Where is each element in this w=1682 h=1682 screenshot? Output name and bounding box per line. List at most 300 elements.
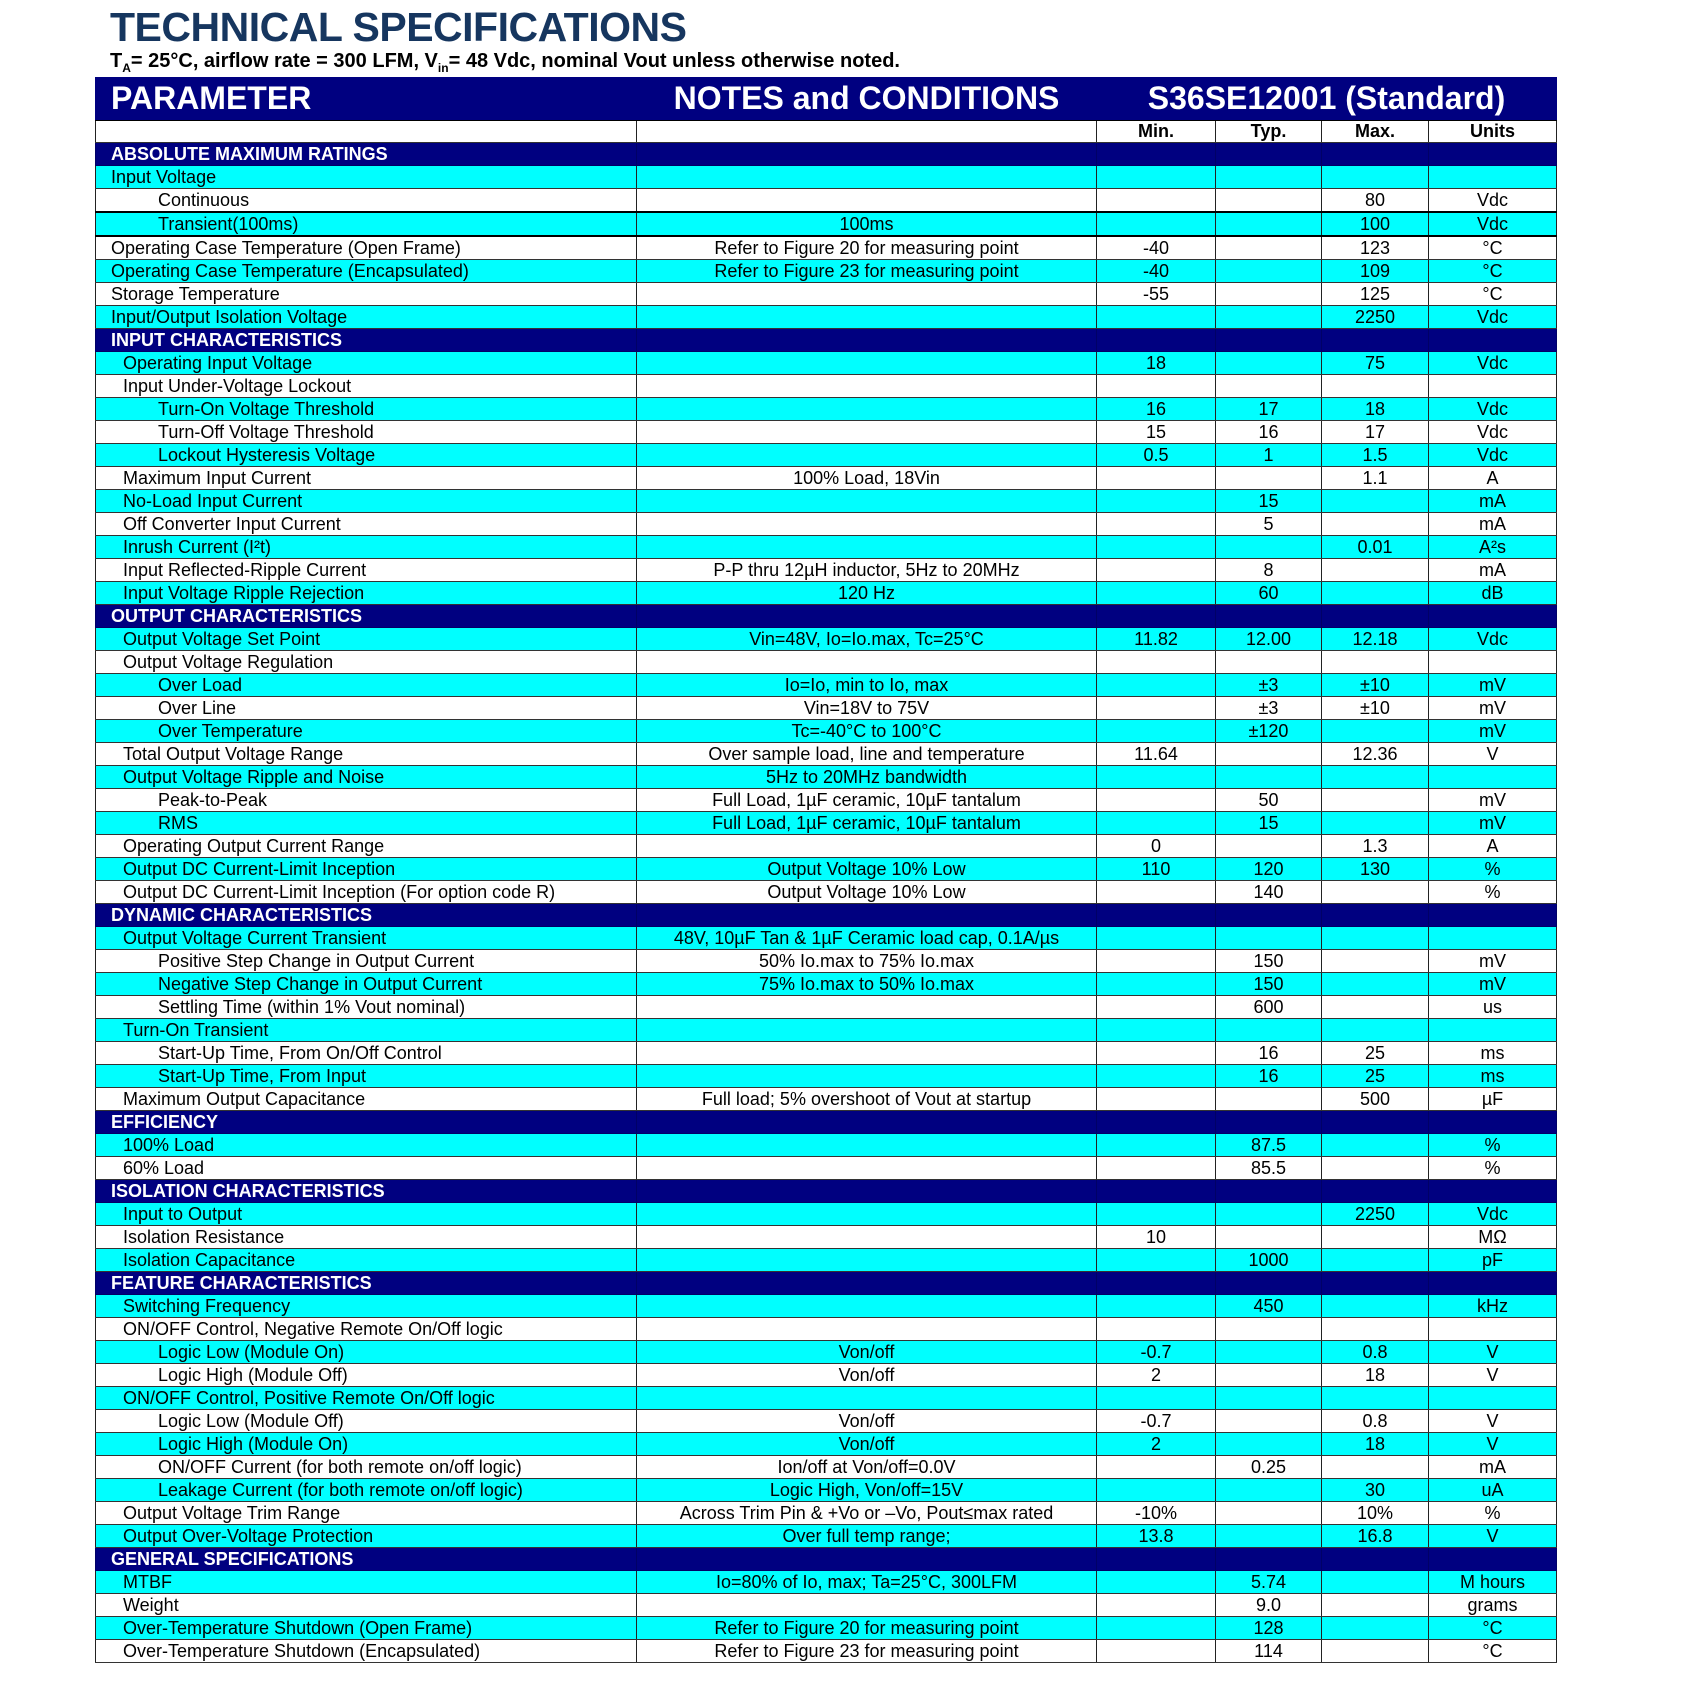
- table-row: [96, 1065, 1557, 1088]
- typ-cell: 9.0: [1216, 1594, 1322, 1617]
- table-row: [96, 835, 1557, 858]
- notes-cell: Von/off: [637, 1364, 1097, 1387]
- notes-cell: [637, 166, 1097, 189]
- typ-cell: [1216, 1433, 1322, 1456]
- table-row: [96, 1203, 1557, 1226]
- table-row: [96, 1042, 1557, 1065]
- units-cell: mA: [1429, 1456, 1557, 1479]
- max-cell: [1322, 1594, 1429, 1617]
- parameter-cell: Input Voltage Ripple Rejection: [96, 582, 637, 605]
- max-cell: 80: [1322, 189, 1429, 213]
- section-title: ISOLATION CHARACTERISTICS: [96, 1180, 637, 1203]
- table-row: [96, 1088, 1557, 1111]
- units-cell: mV: [1429, 697, 1557, 720]
- notes-cell: Output Voltage 10% Low: [637, 881, 1097, 904]
- min-cell: [1097, 1249, 1216, 1272]
- subtitle-t: T: [110, 50, 123, 72]
- max-cell: 18: [1322, 1433, 1429, 1456]
- max-cell: [1322, 1617, 1429, 1640]
- notes-cell: [637, 398, 1097, 421]
- table-row: [96, 352, 1557, 375]
- max-cell: 25: [1322, 1042, 1429, 1065]
- min-cell: 110: [1097, 858, 1216, 881]
- max-cell: 109: [1322, 260, 1429, 283]
- blank-cell: [1429, 329, 1557, 352]
- typ-cell: 140: [1216, 881, 1322, 904]
- parameter-cell: Turn-On Voltage Threshold: [96, 398, 637, 421]
- units-cell: V: [1429, 1341, 1557, 1364]
- min-cell: [1097, 1640, 1216, 1663]
- notes-cell: 100% Load, 18Vin: [637, 467, 1097, 490]
- typ-cell: 5: [1216, 513, 1322, 536]
- table-row: [96, 260, 1557, 283]
- max-cell: [1322, 1318, 1429, 1341]
- table-row: [96, 1341, 1557, 1364]
- units-cell: M hours: [1429, 1571, 1557, 1594]
- typ-cell: 128: [1216, 1617, 1322, 1640]
- typ-cell: 15: [1216, 812, 1322, 835]
- notes-cell: Vin=18V to 75V: [637, 697, 1097, 720]
- typ-cell: 87.5: [1216, 1134, 1322, 1157]
- units-cell: [1429, 651, 1557, 674]
- notes-cell: Logic High, Von/off=15V: [637, 1479, 1097, 1502]
- notes-cell: Output Voltage 10% Low: [637, 858, 1097, 881]
- typ-cell: 60: [1216, 582, 1322, 605]
- section-header-row: [96, 1180, 1557, 1203]
- max-cell: 125: [1322, 283, 1429, 306]
- typ-cell: 15: [1216, 490, 1322, 513]
- parameter-cell: Logic High (Module On): [96, 1433, 637, 1456]
- min-cell: [1097, 513, 1216, 536]
- units-cell: ms: [1429, 1042, 1557, 1065]
- notes-cell: [637, 490, 1097, 513]
- units-cell: Vdc: [1429, 306, 1557, 329]
- blank-cell: [1322, 904, 1429, 927]
- table-row: [96, 283, 1557, 306]
- units-cell: °C: [1429, 260, 1557, 283]
- max-cell: [1322, 513, 1429, 536]
- typ-cell: 120: [1216, 858, 1322, 881]
- table-row: [96, 513, 1557, 536]
- units-cell: V: [1429, 1433, 1557, 1456]
- typ-cell: ±3: [1216, 697, 1322, 720]
- blank-cell: [637, 143, 1097, 166]
- table-row: [96, 1456, 1557, 1479]
- units-cell: mA: [1429, 513, 1557, 536]
- parameter-cell: Output Voltage Regulation: [96, 651, 637, 674]
- notes-cell: [637, 1065, 1097, 1088]
- typ-cell: 1: [1216, 444, 1322, 467]
- table-row: [96, 996, 1557, 1019]
- test-conditions: [110, 50, 900, 75]
- parameter-cell: Over Line: [96, 697, 637, 720]
- parameter-cell: Weight: [96, 1594, 637, 1617]
- min-cell: [1097, 212, 1216, 236]
- section-title: EFFICIENCY: [96, 1111, 637, 1134]
- table-row: [96, 628, 1557, 651]
- max-cell: 12.18: [1322, 628, 1429, 651]
- table-row: [96, 1640, 1557, 1663]
- notes-cell: Refer to Figure 20 for measuring point: [637, 1617, 1097, 1640]
- parameter-cell: ON/OFF Current (for both remote on/off logic): [96, 1456, 637, 1479]
- max-cell: [1322, 490, 1429, 513]
- min-cell: [1097, 582, 1216, 605]
- notes-cell: 5Hz to 20MHz bandwidth: [637, 766, 1097, 789]
- blank-cell: [1216, 143, 1322, 166]
- table-row: [96, 1479, 1557, 1502]
- parameter-cell: 100% Load: [96, 1134, 637, 1157]
- blank-cell: [1097, 1272, 1216, 1295]
- units-cell: Vdc: [1429, 1203, 1557, 1226]
- min-cell: [1097, 189, 1216, 213]
- notes-cell: Von/off: [637, 1341, 1097, 1364]
- table-row: [96, 166, 1557, 189]
- max-cell: 0.01: [1322, 536, 1429, 559]
- max-cell: [1322, 1019, 1429, 1042]
- notes-cell: 75% Io.max to 50% Io.max: [637, 973, 1097, 996]
- max-cell: 1.1: [1322, 467, 1429, 490]
- typ-cell: [1216, 835, 1322, 858]
- max-cell: 75: [1322, 352, 1429, 375]
- units-cell: ms: [1429, 1065, 1557, 1088]
- max-cell: ±10: [1322, 674, 1429, 697]
- parameter-cell: Logic Low (Module Off): [96, 1410, 637, 1433]
- table-row: [96, 1433, 1557, 1456]
- parameter-cell: Lockout Hysteresis Voltage: [96, 444, 637, 467]
- min-cell: [1097, 697, 1216, 720]
- units-cell: A: [1429, 467, 1557, 490]
- units-cell: Vdc: [1429, 212, 1557, 236]
- notes-cell: 100ms: [637, 212, 1097, 236]
- parameter-cell: Settling Time (within 1% Vout nominal): [96, 996, 637, 1019]
- max-cell: 2250: [1322, 1203, 1429, 1226]
- notes-cell: 50% Io.max to 75% Io.max: [637, 950, 1097, 973]
- blank-cell: [1429, 605, 1557, 628]
- min-cell: 18: [1097, 352, 1216, 375]
- units-cell: mV: [1429, 789, 1557, 812]
- table-row: [96, 490, 1557, 513]
- table-row: [96, 1387, 1557, 1410]
- units-cell: V: [1429, 743, 1557, 766]
- parameter-cell: Output Over-Voltage Protection: [96, 1525, 637, 1548]
- units-cell: °C: [1429, 236, 1557, 260]
- typ-cell: 450: [1216, 1295, 1322, 1318]
- parameter-cell: Over Load: [96, 674, 637, 697]
- blank-cell: [637, 329, 1097, 352]
- min-cell: [1097, 766, 1216, 789]
- units-cell: V: [1429, 1364, 1557, 1387]
- units-cell: dB: [1429, 582, 1557, 605]
- units-cell: V: [1429, 1410, 1557, 1433]
- typ-cell: 114: [1216, 1640, 1322, 1663]
- section-title: DYNAMIC CHARACTERISTICS: [96, 904, 637, 927]
- section-title: INPUT CHARACTERISTICS: [96, 329, 637, 352]
- max-cell: 12.36: [1322, 743, 1429, 766]
- min-cell: 2: [1097, 1433, 1216, 1456]
- notes-cell: Refer to Figure 23 for measuring point: [637, 1640, 1097, 1663]
- parameter-cell: Switching Frequency: [96, 1295, 637, 1318]
- blank-cell: [1322, 143, 1429, 166]
- min-cell: [1097, 1617, 1216, 1640]
- min-cell: [1097, 1042, 1216, 1065]
- parameter-cell: Output DC Current-Limit Inception (For option code R): [96, 881, 637, 904]
- section-header-row: [96, 1548, 1557, 1571]
- notes-cell: [637, 1226, 1097, 1249]
- max-cell: 30: [1322, 1479, 1429, 1502]
- min-cell: 2: [1097, 1364, 1216, 1387]
- units-cell: mA: [1429, 559, 1557, 582]
- parameter-cell: Output Voltage Trim Range: [96, 1502, 637, 1525]
- units-cell: [1429, 166, 1557, 189]
- section-header-row: [96, 1272, 1557, 1295]
- parameter-cell: Input to Output: [96, 1203, 637, 1226]
- table-row: [96, 1594, 1557, 1617]
- min-cell: [1097, 927, 1216, 950]
- typ-cell: [1216, 1318, 1322, 1341]
- typ-cell: 17: [1216, 398, 1322, 421]
- notes-cell: [637, 1203, 1097, 1226]
- blank-cell: [1097, 143, 1216, 166]
- typ-cell: [1216, 536, 1322, 559]
- typ-cell: [1216, 283, 1322, 306]
- subtitle-sub-a: A: [122, 61, 131, 75]
- notes-cell: Von/off: [637, 1410, 1097, 1433]
- parameter-cell: Negative Step Change in Output Current: [96, 973, 637, 996]
- notes-cell: [637, 835, 1097, 858]
- section-header-row: [96, 605, 1557, 628]
- table-row: [96, 1157, 1557, 1180]
- parameter-cell: Inrush Current (I²t): [96, 536, 637, 559]
- max-cell: 0.8: [1322, 1341, 1429, 1364]
- typ-cell: ±3: [1216, 674, 1322, 697]
- min-cell: [1097, 375, 1216, 398]
- max-cell: [1322, 166, 1429, 189]
- units-cell: us: [1429, 996, 1557, 1019]
- notes-cell: [637, 352, 1097, 375]
- parameter-cell: Start-Up Time, From Input: [96, 1065, 637, 1088]
- page-title: TECHNICAL SPECIFICATIONS: [110, 4, 687, 50]
- typ-cell: 150: [1216, 950, 1322, 973]
- max-cell: [1322, 720, 1429, 743]
- blank-cell: [1216, 1548, 1322, 1571]
- table-row: [96, 720, 1557, 743]
- typ-cell: [1216, 1019, 1322, 1042]
- parameter-cell: Total Output Voltage Range: [96, 743, 637, 766]
- table-row: [96, 881, 1557, 904]
- blank-cell: [637, 1272, 1097, 1295]
- section-header-row: [96, 904, 1557, 927]
- table-row: [96, 789, 1557, 812]
- max-cell: [1322, 881, 1429, 904]
- min-cell: 11.82: [1097, 628, 1216, 651]
- max-cell: [1322, 559, 1429, 582]
- max-cell: 17: [1322, 421, 1429, 444]
- units-cell: mA: [1429, 490, 1557, 513]
- min-cell: [1097, 1318, 1216, 1341]
- table-row: [96, 1019, 1557, 1042]
- parameter-cell: Start-Up Time, From On/Off Control: [96, 1042, 637, 1065]
- parameter-cell: Maximum Output Capacitance: [96, 1088, 637, 1111]
- table-row: [96, 651, 1557, 674]
- section-header-row: [96, 143, 1557, 166]
- min-cell: 16: [1097, 398, 1216, 421]
- max-cell: [1322, 973, 1429, 996]
- notes-cell: Von/off: [637, 1433, 1097, 1456]
- units-cell: grams: [1429, 1594, 1557, 1617]
- notes-cell: [637, 421, 1097, 444]
- notes-cell: Refer to Figure 23 for measuring point: [637, 260, 1097, 283]
- max-cell: [1322, 1387, 1429, 1410]
- parameter-cell: Logic Low (Module On): [96, 1341, 637, 1364]
- units-cell: °C: [1429, 1640, 1557, 1663]
- table-row: [96, 536, 1557, 559]
- units-cell: V: [1429, 1525, 1557, 1548]
- parameter-cell: Maximum Input Current: [96, 467, 637, 490]
- max-cell: 16.8: [1322, 1525, 1429, 1548]
- table-row: [96, 1134, 1557, 1157]
- typ-cell: 1000: [1216, 1249, 1322, 1272]
- max-cell: [1322, 789, 1429, 812]
- typ-cell: 16: [1216, 421, 1322, 444]
- typ-cell: [1216, 166, 1322, 189]
- typ-cell: [1216, 189, 1322, 213]
- units-cell: uA: [1429, 1479, 1557, 1502]
- notes-cell: [637, 1157, 1097, 1180]
- notes-cell: Over full temp range;: [637, 1525, 1097, 1548]
- typ-cell: [1216, 236, 1322, 260]
- units-cell: °C: [1429, 1617, 1557, 1640]
- parameter-cell: 60% Load: [96, 1157, 637, 1180]
- typ-cell: 12.00: [1216, 628, 1322, 651]
- min-cell: -40: [1097, 260, 1216, 283]
- blank-cell: [1216, 1111, 1322, 1134]
- units-cell: mV: [1429, 674, 1557, 697]
- table-row: [96, 559, 1557, 582]
- parameter-cell: Continuous: [96, 189, 637, 213]
- notes-cell: [637, 1249, 1097, 1272]
- table-row: [96, 1295, 1557, 1318]
- blank-cell: [1216, 605, 1322, 628]
- max-cell: [1322, 1157, 1429, 1180]
- table-header: [96, 77, 1557, 121]
- typ-cell: 85.5: [1216, 1157, 1322, 1180]
- blank-cell: [637, 1111, 1097, 1134]
- section-title: FEATURE CHARACTERISTICS: [96, 1272, 637, 1295]
- notes-cell: [637, 283, 1097, 306]
- min-cell: [1097, 1157, 1216, 1180]
- parameter-cell: Logic High (Module Off): [96, 1364, 637, 1387]
- table-row: [96, 743, 1557, 766]
- notes-cell: [637, 444, 1097, 467]
- blank-cell: [1429, 1111, 1557, 1134]
- units-cell: A²s: [1429, 536, 1557, 559]
- units-cell: %: [1429, 1502, 1557, 1525]
- table-row: [96, 236, 1557, 260]
- header-typ: Typ.: [1216, 121, 1322, 143]
- min-cell: [1097, 651, 1216, 674]
- parameter-cell: Input/Output Isolation Voltage: [96, 306, 637, 329]
- typ-cell: 50: [1216, 789, 1322, 812]
- max-cell: 18: [1322, 1364, 1429, 1387]
- units-cell: mV: [1429, 973, 1557, 996]
- table-row: [96, 189, 1557, 213]
- header-parameter: PARAMETER: [96, 77, 637, 121]
- max-cell: [1322, 1640, 1429, 1663]
- typ-cell: 16: [1216, 1042, 1322, 1065]
- max-cell: [1322, 651, 1429, 674]
- blank-cell: [1216, 329, 1322, 352]
- units-cell: %: [1429, 1157, 1557, 1180]
- min-cell: [1097, 559, 1216, 582]
- max-cell: [1322, 375, 1429, 398]
- units-cell: °C: [1429, 283, 1557, 306]
- blank-cell: [1322, 1111, 1429, 1134]
- typ-cell: [1216, 651, 1322, 674]
- max-cell: ±10: [1322, 697, 1429, 720]
- parameter-cell: ON/OFF Control, Negative Remote On/Off logic: [96, 1318, 637, 1341]
- notes-cell: [637, 1594, 1097, 1617]
- subtitle-part1: = 25°C, airflow rate = 300 LFM, V: [130, 50, 438, 72]
- typ-cell: [1216, 1088, 1322, 1111]
- min-cell: [1097, 1479, 1216, 1502]
- typ-cell: [1216, 1479, 1322, 1502]
- typ-cell: [1216, 306, 1322, 329]
- max-cell: [1322, 1456, 1429, 1479]
- notes-cell: [637, 513, 1097, 536]
- blank-cell: [1097, 329, 1216, 352]
- units-cell: A: [1429, 835, 1557, 858]
- typ-cell: 16: [1216, 1065, 1322, 1088]
- blank-cell: [1322, 1180, 1429, 1203]
- max-cell: [1322, 1295, 1429, 1318]
- max-cell: [1322, 1249, 1429, 1272]
- table-row: [96, 1249, 1557, 1272]
- table-row: [96, 421, 1557, 444]
- notes-cell: Io=Io, min to Io, max: [637, 674, 1097, 697]
- section-header-row: [96, 329, 1557, 352]
- units-cell: Vdc: [1429, 421, 1557, 444]
- blank-cell: [1322, 605, 1429, 628]
- max-cell: [1322, 1226, 1429, 1249]
- notes-cell: Io=80% of Io, max; Ta=25°C, 300LFM: [637, 1571, 1097, 1594]
- typ-cell: [1216, 212, 1322, 236]
- units-cell: %: [1429, 1134, 1557, 1157]
- units-cell: [1429, 1318, 1557, 1341]
- min-cell: [1097, 306, 1216, 329]
- typ-cell: [1216, 260, 1322, 283]
- blank-cell: [96, 121, 637, 143]
- parameter-cell: Turn-On Transient: [96, 1019, 637, 1042]
- typ-cell: 5.74: [1216, 1571, 1322, 1594]
- subtitle-sub-in: in: [437, 61, 449, 75]
- blank-cell: [1429, 1180, 1557, 1203]
- table-row: [96, 212, 1557, 236]
- max-cell: 1.5: [1322, 444, 1429, 467]
- table-row: [96, 1617, 1557, 1640]
- notes-cell: [637, 1042, 1097, 1065]
- blank-cell: [1429, 1548, 1557, 1571]
- typ-cell: [1216, 1502, 1322, 1525]
- units-cell: [1429, 1387, 1557, 1410]
- parameter-cell: ON/OFF Control, Positive Remote On/Off logic: [96, 1387, 637, 1410]
- min-cell: [1097, 1295, 1216, 1318]
- max-cell: [1322, 812, 1429, 835]
- notes-cell: 120 Hz: [637, 582, 1097, 605]
- min-cell: [1097, 467, 1216, 490]
- header-model: S36SE12001 (Standard): [1097, 77, 1557, 121]
- notes-cell: [637, 1318, 1097, 1341]
- blank-cell: [1216, 1180, 1322, 1203]
